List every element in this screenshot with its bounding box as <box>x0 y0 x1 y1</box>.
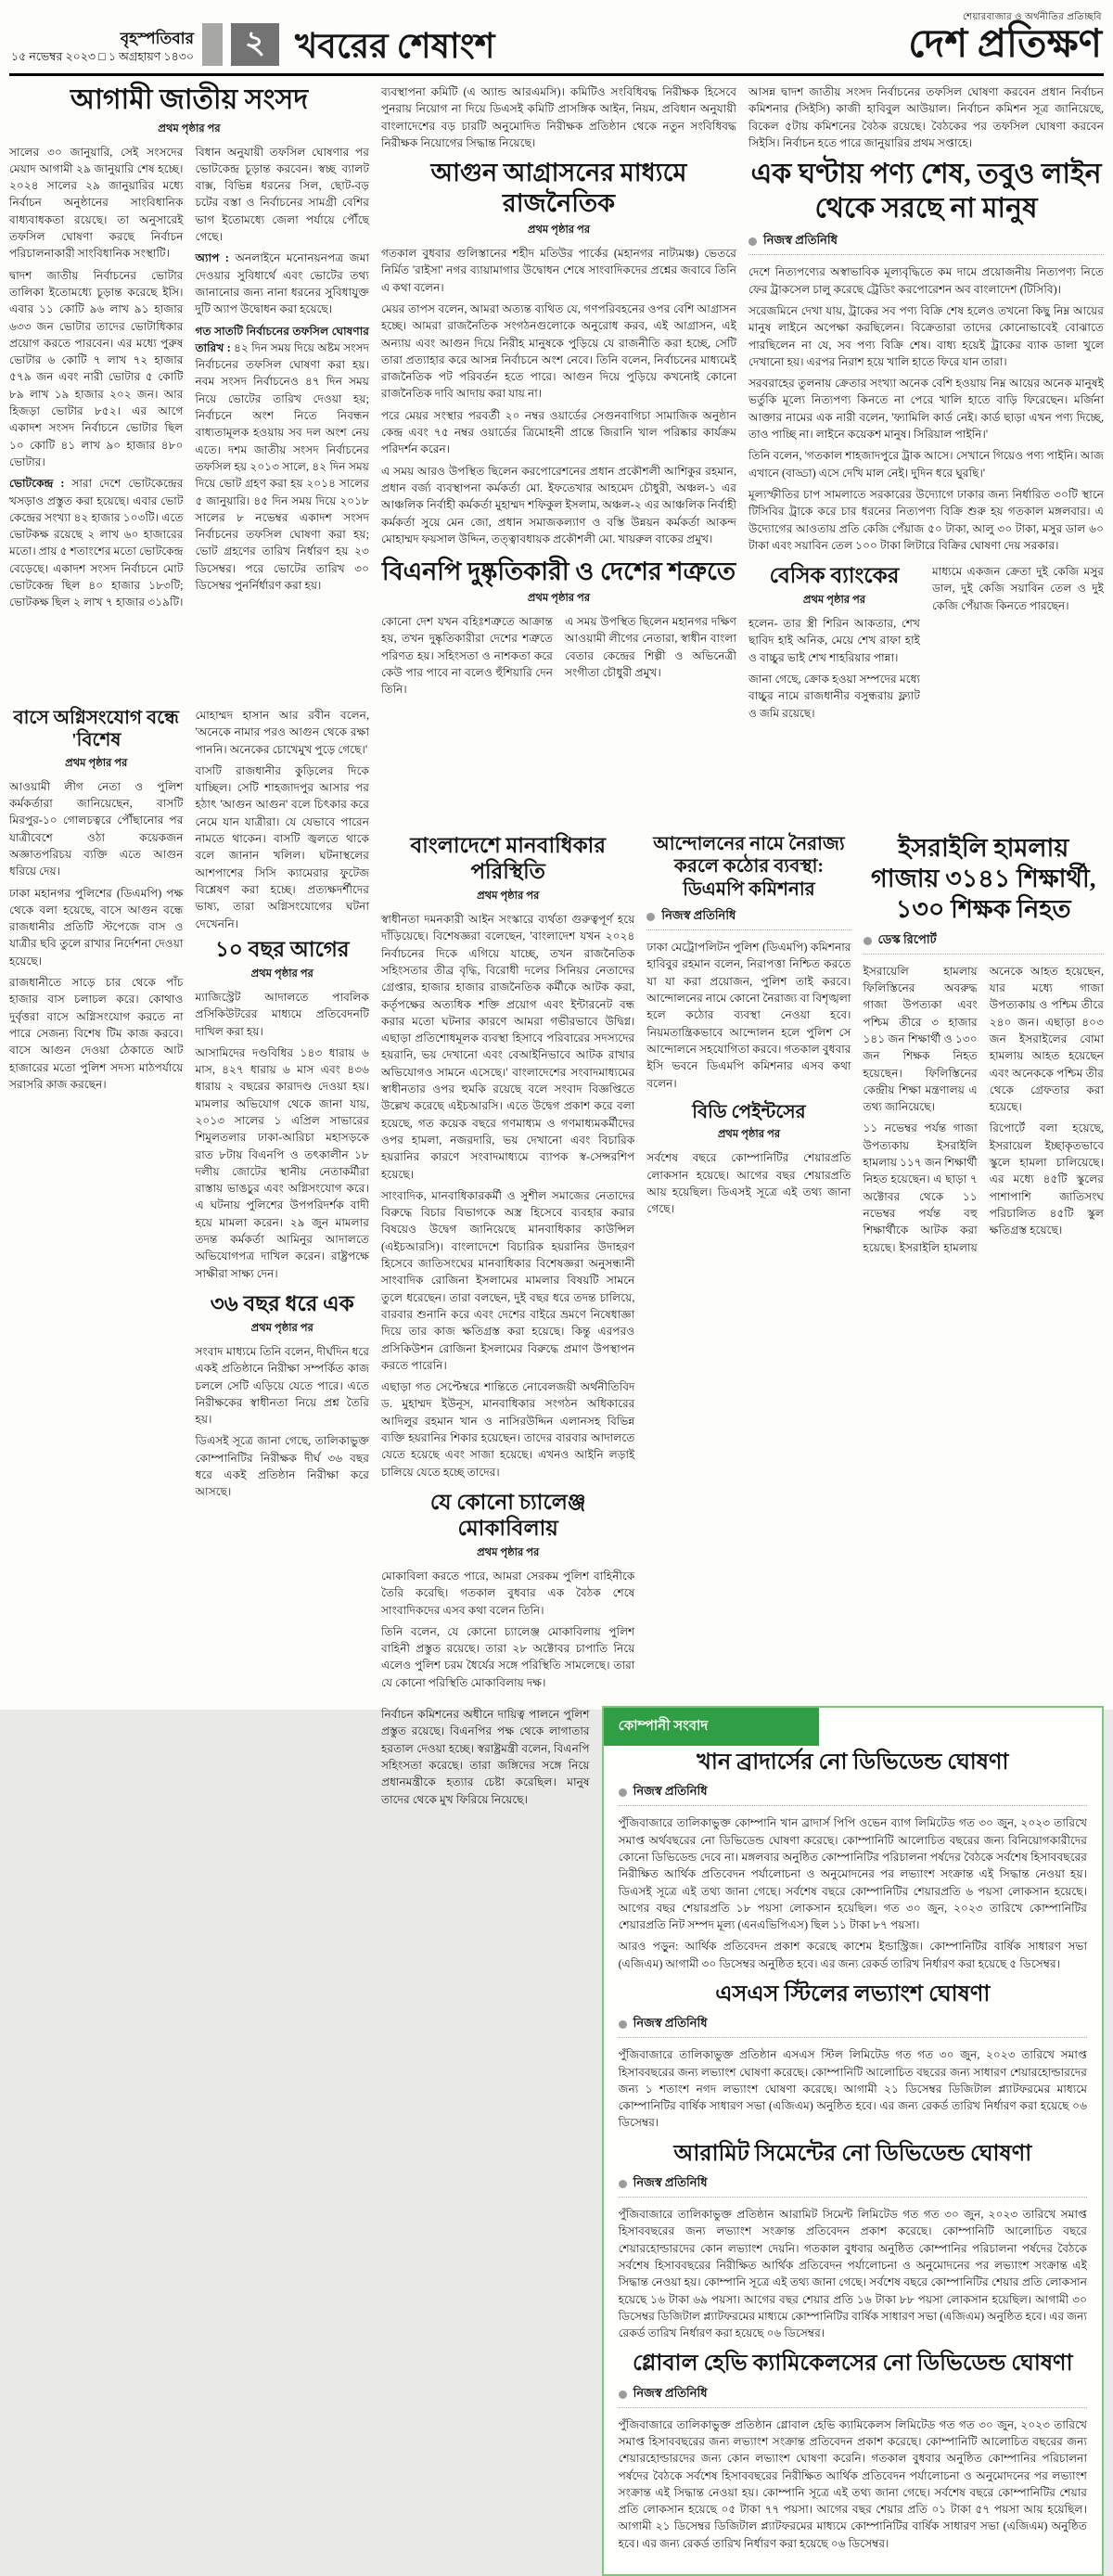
continued-from-page1: প্রথম পৃষ্ঠার পর <box>250 1323 313 1334</box>
byline-bullet-icon <box>619 1788 627 1797</box>
continuation-text: আসন্ন দ্বাদশ জাতীয় সংসদ নির্বাচনের তফসিল ঘোষণা করবেন প্রধান নির্বাচন কমিশনার (সিইসি) কাজী হাবিবুল আউয়াল। নির্বাচন কমিশন সূত্র জানিয়েছে, বিকেল ৫টায় কমিশনের বৈঠক রয়েছে। বৈঠকের পর তফসিল ঘোষণা করবেন সিইসি। নির্বাচন হতে পারে জানুয়ারির প্রথম সপ্তাহে। <box>748 85 1104 149</box>
body-paragraph: ম্যাজিস্ট্রেট আদালতে পাবলিক প্রসিকিউটরের মাধ্যমে প্রতিবেদনটি দাখিল করা হয়। <box>195 990 369 1038</box>
body-paragraph: আরও পড়ুন: আর্থিক প্রতিবেদন প্রকাশ করেছে কাশেম ইন্ডাস্ট্রিজ। কোম্পানিটির বার্ষিক সাধারণ সভা (এজিএম) আগামী ৩০ ডিসেম্বর অনুষ্ঠিত হবে। এর জন্য রেকর্ড তারিখ নির্ধারণ করা হয়েছে ৫ ডিসেম্বর। <box>618 1940 1087 1970</box>
company-article-aramit-cement <box>619 2141 1087 2342</box>
paragraph-text: সারা দেশে ভোটকেন্দ্রের খসড়াও প্রস্তুত করা হয়েছে। এবার ভোট কেন্দ্রের সংখ্যা ৪২ হাজার ১০৩টি। এতে ভোটকক্ষ রয়েছে ২ লাখ ৬০ হাজারের মতো। প্রায় ৫ শতাংশের মতো ভোটকেন্দ্র বেড়েছে। একাদশ সংসদ নির্বাচনে মোট ভোটকেন্দ্র ছিল ৪০ হাজার ১৮৩টি; ভোটকক্ষ ছিল ২ লাখ ৭ হাজার ৩১৯টি। বিধান অনুযায়ী তফসিল ঘোষণার পর ভোটকেন্দ্র চূড়ান্ত করবেন। স্বচ্ছ ব্যালট বাক্স, বিভিন্ন ধরনের সিল, ছোট-বড় চটের বস্তা ও নির্বাচনের সামগ্রী বেশির ভাগ ইতোমধ্যে জেলা পর্যায়ে পৌঁছে গেছে। <box>9 145 369 609</box>
article-headline: বাংলাদেশে মানবাধিকার পরিস্থিতি <box>410 834 607 884</box>
body-paragraph: এ সময় আরও উপস্থিত ছিলেন করপোরেশনের প্রধান প্রকৌশলী আশিকুর রহমান, প্রধান বর্জ্য ব্যবস্থাপনা কর্মকর্তা মো. ইফতেখার আহমেদ চৌধুরী, অঞ্চল-১ এর আঞ্চলিক নির্বাহী কর্মকর্তা মুহাম্মদ শফিকুল ইসলাম, অঞ্চল-২ এর আঞ্চলিক নির্বাহী কর্মকর্তা সুয়ে মেন জো, প্রধান সমাজকল্যাণ ও বস্তি উন্নয়ন কর্মকর্তা আকন্দ মোহাম্মদ ফয়সাল উদ্দিন, তত্ত্বাবধায়ক প্রকৌশলী মো. খায়রুল বাকের প্রমুখ। <box>381 464 736 545</box>
newspaper-logo <box>908 13 1102 66</box>
continuation-text <box>381 1706 590 1808</box>
body-paragraph: সালের ৩০ জানুয়ারি, সেই সংসদের মেয়াদ আগামী ২৯ জানুয়ারি শেষ হচ্ছে। ২০২৪ সালের ২৯ জানুয়ারির মধ্যে নির্বাচন অনুষ্ঠানের সাংবিধানিক বাধ্যবাধকতা রয়েছে। তা অনুসারেই তফসিল ঘোষণা করছে নির্বাচন পরিচালনাকারী সাংবিধানিক সংস্থাটি। <box>9 145 184 261</box>
byline <box>646 907 851 927</box>
company-article-global-heavy-chemicals <box>619 2351 1087 2552</box>
company-article-khan-brothers <box>619 1749 1087 1972</box>
column-gaza <box>864 833 1105 1700</box>
page-number: ২ <box>231 23 279 66</box>
byline-divider <box>748 254 1104 255</box>
weekday: বৃহস্পতিবার <box>120 29 194 47</box>
body-paragraph: বাসটি রাজধানীর কুড়িলের দিকে যাচ্ছিল। সেটি শাহজাদপুর আসার পর হঠাৎ 'আগুন আগুন' বলে চিৎকার করে নেমে যান যাত্রীরা। যে যেভাবে পারেন নামতে থাকেন। বাসটি জ্বলতে থাকে বলে জানান খলিল। ঘটনাস্থলের আশপাশের সিসি ক্যামেরার ফুটেজ বিশ্লেষণ করা হচ্ছে। প্রত্যক্ষদর্শীদের ভাষ্য, তারা অগ্নিসংযোগের ঘটনা দেখেননি। <box>195 763 369 930</box>
continuation-text <box>196 707 370 932</box>
company-news-header: কোম্পানী সংবাদ <box>604 1708 819 1746</box>
article-gaza-casualties <box>864 833 1105 1256</box>
byline <box>619 2015 1087 2034</box>
body-paragraph: স্বাধীনতা দমনকারী আইন সংস্কারে ব্যর্থতা গুরুত্বপূর্ণ হয়ে দাঁড়িয়েছে। বিশেষজ্ঞরা বলেছেন, 'বাংলাদেশ যখন ২০২৪ নির্বাচনের দিকে এগিয়ে যাচ্ছে, তখন রাজনৈতিক সহিংসতার তীব্র বৃদ্ধি, বিরোধী দলের সিনিয়র নেতাদের গ্রেপ্তার, হাজার হাজার রাজনৈতিক কর্মীকে আটক করা, কর্তৃপক্ষের অত্যধিক শক্তি প্রয়োগ এবং ইন্টারনেট বন্ধ করার মতো ঘটনার কারণে আমরা গভীরভাবে উদ্বিগ্ন। এছাড়া প্রতিশোধমূলক ব্যবস্থা হিসাবে পরিবারের সদস্যদের হয়রানি, ভয় দেখানো এবং বেআইনিভাবে আটক রাখার অভিযোগও সামনে এসেছে।' বাংলাদেশের সংবাদমাধ্যমের স্বাধীনতার ওপর হুমকি রয়েছে বলে সংবাদ বিজ্ঞপ্তিতে উল্লেখ করেছে এইচআরসি। এতে উদ্বেগ প্রকাশ করে বলা হয়েছে, গত কয়েক বছরে গণমাধ্যম ও গণমাধ্যমকর্মীদের ওপর হামলা, নজরদারি, ভয় দেখানো এবং বিচারিক হয়রানির কারণে সংবাদমাধ্যমে ব্যাপক স্ব-সেন্সরশিপ হয়েছে। <box>381 913 635 1181</box>
body-paragraph: সর্বশেষ বছরে কোম্পানিটির শেয়ারপ্রতি লোকসান হয়েছে। আগের বছর শেয়ারপ্রতি আয় হয়েছিল। ডিএসই সূত্রে এই তথ্য জানা গেছে। <box>646 1151 851 1216</box>
body-paragraph: ঢাকা মেট্রোপলিটন পুলিশ (ডিএমপি) কমিশনার হাবিবুর রহমান বলেন, নিরাপত্তা নিশ্চিত করতে যা যা করা প্রয়োজন, পুলিশ তাই করবে। আন্দোলনের নামে কোনো নৈরাজ্য বা বিশৃঙ্খলা হলে কঠোর ব্যবস্থা নেওয়া হবে। নিয়মতান্ত্রিকভাবে আন্দোলন হলে পুলিশ সে আন্দোলনে সহযোগিতা করবে। গতকাল বুধবার ইসি ভবনে ডিএমপি কমিশনার এসব কথা বলেন। <box>646 941 851 1090</box>
article-national-parliament <box>9 83 369 698</box>
byline-bullet-icon <box>619 2390 627 2399</box>
byline-bullet-icon <box>748 237 757 246</box>
page-number-side-strip <box>202 23 223 66</box>
continued-from-page1: প্রথম পৃষ্ঠার পর <box>65 757 128 769</box>
article-body <box>619 2416 1087 2552</box>
continued-from-page1: প্রথম পৃষ্ঠার পর <box>158 122 221 135</box>
continued-from-page1: প্রথম পৃষ্ঠার পর <box>717 1129 781 1141</box>
continued-from-page1: প্রথম পৃষ্ঠার পর <box>250 968 313 980</box>
body-paragraph: এ সময় উপস্থিত ছিলেন মহানগর দক্ষিণ আওয়ামী লীগের নেতারা, স্বাধীন বাংলা বেতার কেন্দ্রের শিল্পী ও অভিনেত্রী সংগীতা চৌধুরী প্রমুখ। <box>565 615 736 679</box>
body-paragraph: মাধ্যমে একজন ক্রেতা দুই কেজি মসুর ডাল, দুই কেজি সয়াবিন তেল ও দুই কেজি পেঁয়াজ কিনতে পারছেন। <box>932 565 1104 612</box>
article-36-years-same <box>196 1291 370 1501</box>
article-body <box>748 263 1104 554</box>
paragraph-lead: গত সাতটি নির্বাচনের তফসিল ঘোষণার তারিখ : <box>195 324 369 354</box>
article-headline: বিএনপি দুষ্কৃতিকারী ও দেশের শত্রুতে <box>381 557 736 586</box>
body-paragraph: সরবরাহের তুলনায় ক্রেতার সংখ্যা অনেক বেশি হওয়ায় নিম্ন আয়ের অনেক মানুষই ভর্তুকি মূল্যে নিত্যপণ্য কিনতে না পেরে খালি হাতে বাড়ি ফিরেছেন। মর্জিনা আক্তার নামের এক নারী বলেন, 'ফ্যামিলি কার্ড নেই। কার্ড ছাড়া এখন পণ্য দিচ্ছে, তাও পাচ্ছি না। লাইনে কয়েকশ মানুষ। সিরিয়াল পাইনি।' <box>748 377 1104 442</box>
byline-divider <box>619 1805 1087 1806</box>
body-paragraph: পরে মেয়র সংস্থার পরবর্তী ২০ নম্বর ওয়ার্ডের সেগুনবাগিচা সামাজিক অনুষ্ঠান কেন্দ্র এবং ৭৫ নম্বর ওয়ার্ডের ত্রিমোহনী প্রান্তে জিরানি খাল পরিষ্কার কার্যক্রম পরিদর্শন করেন। <box>381 408 736 456</box>
article-human-rights <box>381 833 634 1480</box>
body-paragraph: পুঁজিবাজারে তালিকাভুক্ত কোম্পানি খান ব্রাদার্স পিপি ওভেন ব্যাগ লিমিটেড গত ৩০ জুন, ২০২৩ তারিখে সমাপ্ত অর্থবছরের নো ডিভিডেন্ড ঘোষণা করেছে। কোম্পানিটি আলোচিত বছরের জন্য বিনিয়োগকারীদের কোনো ডিভিডেন্ড দেবে না। মঙ্গলবার অনুষ্ঠিত কোম্পানিটির পরিচালনা পর্ষদের বৈঠকে সর্বশেষ হিসাববছরের নিরীক্ষিত আর্থিক প্রতিবেদন পর্যালোচনা ও অনুমোদনের পর লভ্যাংশ সংক্রান্ত এই সিদ্ধান্ত নেওয়া হয়। ডিএসই সূত্রে এই তথ্য জানা গেছে। সর্বশেষ বছরে কোম্পানিটির শেয়ারপ্রতি ৬ পয়সা লোকসান হয়েছে। আগের বছর শেয়ারপ্রতি ১৮ পয়সা লোকসান হয়েছিল। গত ৩০ জুন, ২০২৩ তারিখে কোম্পানিটির শেয়ারপ্রতি নিট সম্পদ মূল্য (এনএভিপিএস) ছিল ১১ টাকা ৮৭ পয়সা। <box>618 1816 1087 1932</box>
article-body <box>619 2046 1087 2131</box>
body-paragraph: পুঁজিবাজারে তালিকাভুক্ত প্রতিষ্ঠান আরামিট সিমেন্ট লিমিটেড গত গত ৩০ জুন, ২০২৩ তারিখে সমাপ্ত হিসাববছরের জন্য লভ্যাংশ সংক্রান্ত প্রতিবেদন প্রকাশ করেছে। কোম্পানিটি আলোচিত বছরে শেয়ারহোল্ডারদের কোন লভ্যাংশ দেয়নি। গতকাল বুধবার অনুষ্ঠিত কোম্পানির পরিচালনা পর্ষদের বৈঠকে সর্বশেষ হিসাববছরের নিরীক্ষিত আর্থিক প্রতিবেদন পর্যালোচনা ও অনুমোদনের পর লভ্যাংশ সংক্রান্ত এই সিদ্ধান্ত নেওয়া হয়। কোম্পানি সূত্রে এই তথ্য জানা গেছে। সর্বশেষ বছরে কোম্পানিটির শেয়ার প্রতি লোকসান হয়েছে ১৬ টাকা ৬৯ পয়সা। আগের বছর শেয়ার প্রতি ১৬ টাকা ৮৮ পয়সা লোকসান হয়েছিল। আগামী ৩০ ডিসেম্বর ডিজিটাল প্ল্যাটফরমের মাধ্যমে কোম্পানিটির বার্ষিক সাধারণ সভা (এজিএম) অনুষ্ঠিত হবে। এর জন্য রেকর্ড তারিখ নির্ধারণ করা হয়েছে ০৬ ডিসেম্বর। <box>618 2208 1087 2340</box>
article-tcb-truck-sale <box>748 158 1104 554</box>
company-article-ss-steel <box>619 1981 1087 2132</box>
body-paragraph: নির্বাচন কমিশনের অধীনে দায়িত্ব পালনে পুলিশ প্রস্তুত রয়েছে। বিএনপির পক্ষ থেকে লাগাতার হরতাল দেওয়া হচ্ছে। স্বরাষ্ট্রমন্ত্রী বলেন, বিএনপি সহিংসতা করেছে। তারা জঙ্গিদের সঙ্গে নিয়ে প্রধানমন্ত্রীকে হত্যার চেষ্টা করেছিল। মানুষ তাদের থেকে মুখ ফিরিয়ে নিয়েছে। <box>381 1708 590 1806</box>
column-dmp <box>646 833 851 1700</box>
article-bnp-miscreants <box>381 557 736 698</box>
article-headline: আন্দোলনের নামে নৈরাজ্য করলে কঠোর ব্যবস্থা: ডিএমপি কমিশনার <box>653 834 845 900</box>
left-lower-columns <box>9 707 369 2576</box>
continuation-text: ব্যবস্থাপনা কমিটি (এ অ্যান্ড আরএমসি)। কমিটিও সংবিধিবদ্ধ নিরীক্ষক হিসেবে পুনরায় নিয়োগ না দিয়ে ডিএসই কমিটি প্রাসঙ্গিক আইন, নিয়ম, প্রবিধান অনুযায়ী বাংলাদেশের বড় চারটি অনুমোদিত নিরীক্ষক প্রতিষ্ঠান থেকে নতুন সংবিধিবদ্ধ নিরীক্ষক নিয়োগের সিদ্ধান্ত নিয়েছে। <box>381 85 736 149</box>
body-paragraph: মোকাবিলা করতে পারে, আমরা সেরকম পুলিশ বাহিনীকে তৈরি করেছি। গতকাল বুধবার এক বৈঠক শেষে সাংবাদিকদের এসব কথা বলেন তিনি। <box>381 1569 635 1617</box>
byline-bullet-icon <box>646 913 655 921</box>
continued-from-page1: প্রথম পৃষ্ঠার পর <box>477 1546 540 1558</box>
bottom-row <box>381 1706 1104 2576</box>
byline-divider <box>619 2197 1087 2198</box>
article-headline: ৩৬ বছর ধরে এক <box>210 1291 354 1315</box>
article-headline: ইসরাইলি হামলায় গাজায় ৩১৪১ শিক্ষার্থী, ১৩০ শিক্ষক নিহত <box>871 834 1096 923</box>
continued-from-page1: প্রথম পৃষ্ঠার পর <box>477 891 540 903</box>
article-headline: গ্লোবাল হেভি ক্যামিকেলসের নো ডিভিডেন্ড ঘোষণা <box>633 2352 1073 2377</box>
byline-text: ডেস্ক রিপোর্ট <box>877 931 937 946</box>
byline-divider <box>619 2037 1087 2038</box>
middle-row <box>381 833 1104 1700</box>
article-body <box>619 1814 1087 1972</box>
article-body <box>748 615 920 722</box>
article-headline: যে কোনো চ্যালেঞ্জ মোকাবিলায় <box>429 1490 586 1540</box>
body-paragraph: তিনি বলেন, 'গতকাল শাহজাদপুরে ট্রাক আসে। সেখানে গিয়েও পণ্য পাইনি। আজ এখানে (বাড্ডা) এসে দেখি মাল নেই। দুদিন ধরে ঘুরছি।' <box>748 449 1104 480</box>
byline <box>619 1783 1087 1802</box>
body-paragraph: মূল্যস্ফীতির চাপ সামলাতে সরকারের উদ্যোগে ঢাকার জন্য নির্ধারিত ৩০টি স্থানে টিসিবির ট্রাকে করে চার ধরনের নিত্যপণ্য বিক্রি শুরু হয় গতকাল মঙ্গলবার। এ উদ্যোগের আওতায় প্রতি কেজি পেঁয়াজ ৫০ টাকা, আলু ৩০ টাকা, মসুর ডাল ৬০ টাকা এবং সয়াবিন তেল ১০০ টাকা লিটারে বিক্রির ঘোষণা দেয় সরকার। <box>748 487 1104 552</box>
article-body <box>646 1149 851 1217</box>
byline <box>619 2385 1087 2404</box>
byline <box>748 232 1104 251</box>
byline-bullet-icon <box>864 937 872 945</box>
article-headline: আরামিট সিমেন্টের নো ডিভিডেন্ড ঘোষণা <box>673 2141 1032 2166</box>
body-paragraph: রিপোর্টে বলা হয়েছে, ইসরায়েল ইচ্ছাকৃতভাবে স্কুলে হামলা চালিয়েছে। এর মধ্যে ৪৫টি স্কুলের পাশাপাশি জাতিসংঘ পরিচালিত ৪৫টি স্কুল ক্ষতিগ্রস্ত হয়েছে। <box>989 1121 1104 1237</box>
byline-text: নিজস্ব প্রতিনিধি <box>633 1784 708 1799</box>
body-paragraph: তিনি বলেন, যে কোনো চ্যালেঞ্জ মোকাবিলায় পুলিশ বাহিনী প্রস্তুত রয়েছে। তারা ২৮ অক্টোবর চাপাতি নিয়ে এলেও পুলিশ চরম ধৈর্যের সঙ্গে পরিস্থিতি সামলেছে। তারা যে কোনো পরিস্থিতি মোকাবিলায় দক্ষ। <box>381 1624 635 1689</box>
body-paragraph: গতকাল বুধবার গুলিস্তানের শহীদ মতিউর পার্কের (মহানগর নাট্যমঞ্চ) ভেতরে নির্মিত 'রাইসা' নগর ব্যায়ামাগার উদ্বোধন শেষে সাংবাদিকদের প্রশ্নের জবাবে তিনি এ কথা বলেন। <box>381 247 736 294</box>
article-headline: আগুন আগ্রাসনের মাধ্যমে রাজনৈতিক <box>430 159 687 218</box>
body-paragraph: ১১ নভেম্বর পর্যন্ত গাজা উপত্যকায় ইসরাইলি হামলায় ১১৭ জন শিক্ষার্থী নিহত হয়েছেন। এ ছাড়া ৭ অক্টোবর থেকে ১১ নভেম্বর পর্যন্ত বহু শিক্ষার্থীকে আটক করা হয়েছে। ইসরাইলি হামলায় অনেকে আহত হয়েছেন, যার মধ্যে গাজা উপত্যকায় ও পশ্চিম তীরে ২৪০ জন। এছাড়া ৪০৩ জন ইসরাইলের বোমা হামলায় আহত হয়েছেন এবং অনেককে পশ্চিম তীর থেকে গ্রেফতার করা হয়েছে। <box>863 964 1104 1254</box>
article-body <box>646 939 851 1092</box>
article-body <box>9 144 369 611</box>
masthead <box>9 4 1104 73</box>
date-line: ১৫ নভেম্বর ২০২৩ □ ১ অগ্রহায়ণ ১৪৩০ <box>11 49 194 63</box>
body-paragraph: পুঁজিবাজারে তালিকাভুক্ত প্রতিষ্ঠান এসএস স্টিল লিমিটেড গত গত ৩০ জুন, ২০২৩ তারিখে সমাপ্ত হিসাববছরের জন্য লভ্যাংশ ঘোষণা করেছে। কোম্পানিটি আলোচিত বছরের জন্য সাধারণ শেয়ারহোল্ডারদের জন্য ১ শতাংশ নগদ লভ্যাংশ ঘোষণা করেছে। আগামী ২১ ডিসেম্বর ডিজিটাল প্ল্যাটফরমের মাধ্যমে কোম্পানিটির বার্ষিক সাধারণ সভা (এজিএম) অনুষ্ঠিত হবে। এর জন্য রেকর্ড তারিখ নির্ধারণ করা হয়েছে ০৬ ডিসেম্বর। <box>618 2048 1087 2130</box>
article-body <box>381 911 634 1480</box>
body-paragraph: সংবাদ মাধ্যমে তিনি বলেন, দীর্ঘদিন ধরে একই প্রতিষ্ঠানে নিরীক্ষা সম্পর্কিত কাজ চললে সেটি এড়িয়ে যেতে পারে। এতে নিরীক্ষকের স্বাধীনতা নিয়ে প্রশ্ন তৈরি হয়। <box>195 1345 369 1427</box>
column-tcb-continued <box>932 563 1104 731</box>
body-paragraph: জানা গেছে, ক্রোক হওয়া সম্পদের মধ্যে বাচ্চুর নামে রাজধানীর বসুন্ধরায় ফ্ল্যাট ও জমি রয়েছে। <box>748 673 920 720</box>
byline-text: নিজস্ব প্রতিনিধি <box>633 2016 708 2031</box>
body-paragraph <box>196 323 370 595</box>
middle-columns <box>381 83 736 833</box>
article-basic-bank <box>748 563 920 722</box>
body-paragraph: পুঁজিবাজারে তালিকাভুক্ত প্রতিষ্ঠান গ্লোবাল হেভি ক্যামিকেলস লিমিটেড গত গত ৩০ জুন, ২০২৩ তারিখে সমাপ্ত হিসাববছরের জন্য লভ্যাংশ সংক্রান্ত প্রতিবেদন প্রকাশ করেছে। কোম্পানিটি আলোচিত বছরের জন্য শেয়ারহোল্ডারদের জন্য কোন লভ্যাংশ ঘোষণা করেনি। গতকাল বুধবার অনুষ্ঠিত কোম্পানির পরিচালনা পর্ষদের বৈঠকে সর্বশেষ হিসাববছরের নিরীক্ষিত আর্থিক প্রতিবেদন পর্যালোচনা ও অনুমোদনের পর লভ্যাংশ সংক্রান্ত এই সিদ্ধান্ত নেওয়া হয়। কোম্পানি সূত্রে এই তথ্য জানা গেছে। সর্বশেষ বছরে কোম্পানিটির শেয়ার প্রতি লোকসান হয়েছে ০৫ টাকা ৭৭ পয়সা। আগের বছর শেয়ার প্রতি ০১ টাকা ৫৭ পয়সা আয় হয়েছিল। আগামী ২১ ডিসেম্বর ডিজিটাল প্ল্যাটফরমের মাধ্যমে কোম্পানিটির বার্ষিক সাধারণ সভা (এজিএম) অনুষ্ঠিত হবে। এর জন্য রেকর্ড তারিখ নির্ধারণ করা হয়েছে ০৬ ডিসেম্বর। <box>618 2417 1087 2550</box>
byline-divider <box>864 954 1105 955</box>
date-block <box>11 29 194 66</box>
article-body <box>619 2206 1087 2341</box>
column-human-rights <box>381 833 634 1700</box>
column-challenge-continued <box>381 1706 590 2576</box>
continued-from-page1: প্রথম পৃষ্ঠার পর <box>802 595 866 607</box>
top-row <box>381 83 1104 833</box>
byline <box>864 931 1105 951</box>
logo-name: দেশ প্রতিক্ষণ <box>908 23 1102 66</box>
paragraph-text: অনলাইনে মনোনয়নপত্র জমা দেওয়ার সুবিধার্থে এবং ভোটের তথ্য জানানোর জন্য নানা ধরনের সুবিধাযুক্ত দুটি অ্যাপ উদ্বোধন করা হয়েছে। <box>195 251 369 316</box>
article-dmp-commissioner <box>646 833 851 1092</box>
byline-text: নিজস্ব প্রতিনিধি <box>633 2175 708 2190</box>
body-paragraph: মেয়র তাপস বলেন, আমরা অত্যন্ত ব্যথিত যে, গণপরিবহনের ওপর বেশি আগ্রাসন হচ্ছে। আমরা রাজনৈতিক সংগঠনগুলোকে অনুরোধ করব, এই আগ্রাসন, এই অন্যায় এবং আগুন দিয়ে নিরীহ মানুষকে পুড়িয়ে যে রাজনীতি করা হচ্ছে, সেটি তারা প্রত্যাহার করে আসন্ন নির্বাচনে অংশ নেবে। তিনি বলেন, নির্বাচনের মাধ্যমেই রাজনৈতিক পট পরিবর্তন হতে পারে। আগুন দিয়ে পুড়িয়ে কখনোই কোনো রাজনৈতিক দাবি আদায় করা যায় না। <box>381 301 736 401</box>
article-headline: এক ঘণ্টায় পণ্য শেষ, তবুও লাইন থেকে সরছে না মানুষ <box>750 159 1102 224</box>
logo-tagline: শেয়ারবাজার ও অর্থনীতির প্রতিচ্ছবি <box>963 12 1102 22</box>
article-body <box>9 778 184 1093</box>
section-title: খবরের শেষাংশ <box>294 28 495 66</box>
split-columns <box>748 563 1104 731</box>
paragraph-lead: ভোটকেন্দ্র : <box>9 477 65 491</box>
continuation-text <box>932 563 1104 614</box>
byline-text: নিজস্ব প্রতিনিধি <box>763 233 838 248</box>
body-paragraph: আসামিদের দণ্ডবিধির ১৪৩ ধারায় ৬ মাস, ৪২৭ ধারায় ৬ মাস এবং ৪৩৬ ধারায় ২ বছরের কারাদণ্ড দেওয়া হয়। মামলার অভিযোগ থেকে জানা যায়, ২০১৩ সালের ১ এপ্রিল সাভারের শিমুলতলার ঢাকা-আরিচা মহাসড়কে রাত ৮টায় বিএনপি ও তৎকালীন ১৮ দলীয় জোটের স্থানীয় নেতাকর্মীরা রাস্তায় ভাঙচুর এবং অগ্নিসংযোগ করে। এ ঘটনায় পুলিশের উপপরিদর্শক বাদী হয়ে মামলা করেন। ২৯ জুন মামলার তদন্ত কর্মকর্তা আমিনুর আদালতে অভিযোগপত্র দাখিল করেন। রাষ্ট্রপক্ষে সাক্ষীরা সাক্ষ্য দেন। <box>195 1045 369 1280</box>
body-paragraph: দেশে নিত্যপণ্যের অস্বাভাবিক মূল্যবৃদ্ধিতে কম দামে প্রয়োজনীয় নিত্যপণ্য নিতে ফের ট্রাকসেল চালু করেছে ট্রেডিং করপোরেশন অব বাংলাদেশ (টিসিবি)। <box>748 265 1104 296</box>
article-any-challenge <box>381 1490 634 1691</box>
body-paragraph <box>196 250 370 317</box>
article-bus-arson <box>9 707 184 1093</box>
article-headline: বেসিক ব্যাংকের <box>769 564 900 588</box>
continued-from-page1: প্রথম পৃষ্ঠার পর <box>527 224 591 237</box>
continued-from-page1: প্রথম পৃষ্ঠার পর <box>527 593 591 605</box>
byline-text: নিজস্ব প্রতিনিধি <box>661 908 736 923</box>
byline-divider <box>646 929 851 930</box>
body-paragraph: মোহাম্মদ হাসান আর রবীন বলেন, 'অনেকে নামার পরও আগুন থেকে রক্ষা পাননি। অনেকের চোখেমুখ পুড়ে গেছে।' <box>195 709 369 756</box>
article-headline: আগামী জাতীয় সংসদ <box>70 84 309 115</box>
company-news-box <box>602 1706 1104 2576</box>
paragraph-lead: অ্যাপ : <box>195 251 229 265</box>
body-paragraph: এছাড়া গত সেপ্টেম্বরে শান্তিতে নোবেলজয়ী অর্থনীতিবিদ ড. মুহাম্মদ ইউনূস, মানবাধিকার সংগঠন অধিকারের আদিলুর রহমান খান ও নাসিরউদ্দিন এলানসহ বিভিন্ন ব্যক্তি হয়রানির শিকার হয়েছেন। তাদের বারবার আদালতে যেতে হয়েছে এবং সাজা হয়েছে। এখনও আইনি লড়াই চালিয়ে যেতে হচ্ছে তাদের। <box>381 1380 635 1479</box>
column-basic-bank <box>748 563 920 731</box>
byline-bullet-icon <box>619 2020 627 2029</box>
article-headline: খান ব্রাদার্সের নো ডিভিডেন্ড ঘোষণা <box>697 1750 1009 1775</box>
page-content <box>9 73 1104 2576</box>
body-paragraph: ঢাকা মহানগর পুলিশের (ডিএমপি) পক্ষ থেকে বলা হয়েছে, বাসে আগুন বন্ধে রাজধানীর প্রতিটি স্টপেজে বাস ও যাত্রীর ছবি তুলে রাখার নির্দেশনা দেওয়া হয়েছে। <box>9 886 184 968</box>
byline <box>619 2174 1087 2194</box>
article-body <box>381 1568 634 1691</box>
body-paragraph: হলেন- তার স্ত্রী শিরিন আকতার, শেখ ছাবিদ হাই অনিক, মেয়ে শেখ রাফা হাই ও বাচ্চুর ভাই শেখ শাহরিয়ার পান্না। <box>748 617 920 664</box>
article-body <box>864 963 1105 1256</box>
right-columns <box>748 83 1104 833</box>
article-headline: বাসে অগ্নিসংযোগ বন্ধে 'বিশেষ <box>13 708 180 751</box>
body-paragraph: সাংবাদিক, মানবাধিকারকর্মী ও সুশীল সমাজের নেতাদের বিরুদ্ধে বিচার বিভাগকে অস্ত্র হিসেবে ব্যবহার করার বিষয়েও উদ্বেগ জানিয়েছে মানবাধিকার কাউন্সিল (এইচআরসি)। বাংলাদেশে বিচারিক হয়রানির উদাহরণ হিসেবে জাতিসংঘের মানবাধিকার বিশেষজ্ঞরা অনুসন্ধানী সাংবাদিক রোজিনা ইসলামের মামলার বিষয়টি সামনে তুলে ধরেছেন। তারা বলছেন, দুই বছর ধরে তদন্ত চালিয়ে, বারবার শুনানি করে এবং দেশের বাইরে ভ্রমণে নিষেধাজ্ঞা দিয়ে তার কাজ ক্ষতিগ্রস্ত করা হয়েছে। কিন্তু এরপরও প্রসিকিউশন রোজিনা ইসলামের বিরুদ্ধে প্রমাণ উপস্থাপন করতে পারেনি। <box>381 1188 635 1372</box>
article-bd-paints <box>646 1101 851 1218</box>
body-paragraph: আওয়ামী লীগ নেতা ও পুলিশ কর্মকর্তারা জানিয়েছেন, বাসটি মিরপুর-১০ গোলচত্বরে পৌঁছানোর পর যাত্রীবেশে ওঠা কয়েকজন অজ্ঞাতপরিচয় ব্যক্তি এতে আগুন ধরিয়ে দেয়। <box>9 779 184 878</box>
byline-divider <box>619 2407 1087 2408</box>
body-paragraph: রাজধানীতে সাড়ে চার থেকে পাঁচ হাজার বাস চলাচল করে। কোথাও দুর্বৃত্তরা বাসে অগ্নিসংযোগ করতে না পারে সেজন্য বিশেষ টিম কাজ করবে। বাসে আগুন দেওয়া ঠেকাতে আট হাজারের মতো পুলিশ সদস্য মাঠপর্যায়ে সরাসরি কাজ করছেন। <box>9 976 184 1091</box>
article-headline: এসএস স্টিলের লভ্যাংশ ঘোষণা <box>715 1982 991 2006</box>
article-headline: ১০ বছর আগের <box>214 937 350 961</box>
column-1 <box>9 707 184 2576</box>
masthead-left <box>11 23 495 66</box>
article-body <box>196 1343 370 1501</box>
body-paragraph: ডিএসই সূত্রে জানা গেছে, তালিকাভুক্ত কোম্পানিটির নিরীক্ষক দীর্ঘ ৩৬ বছর ধরে একই প্রতিষ্ঠান নিরীক্ষা করে আসছে। <box>195 1434 369 1499</box>
byline-bullet-icon <box>619 2180 627 2188</box>
paragraph-text: ৪২ দিন সময় দিয়ে অষ্টম সংসদ নির্বাচনের তফসিল ঘোষণা করা হয়। নবম সংসদ নির্বাচনেও ৪৭ দিন সময় নিয়ে ভোটের তারিখ দেওয়া হয়; নির্বাচনে অংশ নিতে নিবন্ধন বাধ্যতামূলক হওয়ায় সব দল অংশ নেয় এতে। দশম জাতীয় সংসদ নির্বাচনের তফসিল হয় ২০১৩ সালে, ৪২ দিন সময় দিয়ে ভোট গ্রহণ করা হয় ২০১৪ সালের ৫ জানুয়ারি। ৪৫ দিন সময় দিয়ে ২০১৮ সালের ৮ নভেম্বর একাদশ সংসদ নির্বাচনের তফসিল ঘোষণা করা হয়; ভোট গ্রহণের তারিখ নির্ধারণ হয় ২৩ ডিসেম্বর। পরে ভোটের তারিখ ৩০ ডিসেম্বর পুনর্নির্ধারণ করা হয়। <box>195 340 370 593</box>
article-headline: বিডি পেইন্টসের <box>692 1101 806 1122</box>
article-body <box>381 245 736 547</box>
article-body <box>381 613 736 698</box>
article-fire-aggression <box>381 158 736 547</box>
byline-text: নিজস্ব প্রতিনিধি <box>633 2385 708 2400</box>
body-paragraph: দ্বাদশ জাতীয় নির্বাচনের ভোটার তালিকা ইতোমধ্যে চূড়ান্ত করেছে ইসি। এবার ১১ কোটি ৯৬ লাখ ৯১ হাজার ৬৩৩ জন ভোটার তাদের ভোটাধিকার প্রয়োগ করতে পারবেন। এর মধ্যে পুরুষ ভোটার ৬ কোটি ৭ লাখ ৭২ হাজার ৫৭৯ জন এবং নারী ভোটার ৫ কোটি ৮৯ লাখ ১৯ হাজার ২০২ জন। আর হিজড়া ভোটার ৮৫২। এর আগে একাদশ সংসদ নির্বাচনে ভোটার ছিল ১০ কোটি ৪১ লাখ ৯০ হাজার ৪৮০ ভোটার। <box>9 268 184 468</box>
body-paragraph: কোনো দেশ যখন বহিঃশত্রুতে আক্রান্ত হয়, তখন দুষ্কৃতিকারীরা দেশের শত্রুতে পরিণত হয়। সহিংসতা ও নাশকতা করে কেউ পার পাবে না বলেও হুঁশিয়ারি দেন তিনি। <box>381 615 553 697</box>
column-2 <box>196 707 370 2576</box>
article-ten-years-ago <box>196 937 370 1282</box>
body-paragraph: ইসরায়েলি হামলায় ফিলিস্তিনের অবরুদ্ধ গাজা উপত্যকা এবং পশ্চিম তীরে ৩ হাজার ১৪১ জন শিক্ষার্থী ও ১৩০ জন শিক্ষক নিহত হয়েছেন। ফিলিস্তিনের কেন্দ্রীয় শিক্ষা মন্ত্রণালয় এ তথ্য জানিয়েছে। <box>863 964 978 1114</box>
body-paragraph: সরেজমিনে দেখা যায়, ট্রাকের সব পণ্য বিক্রি শেষ হলেও তখনো কিছু নিম্ন আয়ের মানুষ লাইনে অপেক্ষা করছিলেন। বিক্রেতারা তাদের কোনোভাবেই বোঝাতে পারছিলেন না যে, সব পণ্য বিক্রি শেষ। বাধ্য হয়েই ট্রাকের ব্যাক ডালা খুলে দেখানো হয়। এরপর নিরাশ হয়ে খালি হাতে ফিরে যান তারা। <box>748 303 1104 368</box>
article-body <box>196 989 370 1282</box>
right-region <box>381 83 1104 2576</box>
left-region <box>9 83 369 2576</box>
